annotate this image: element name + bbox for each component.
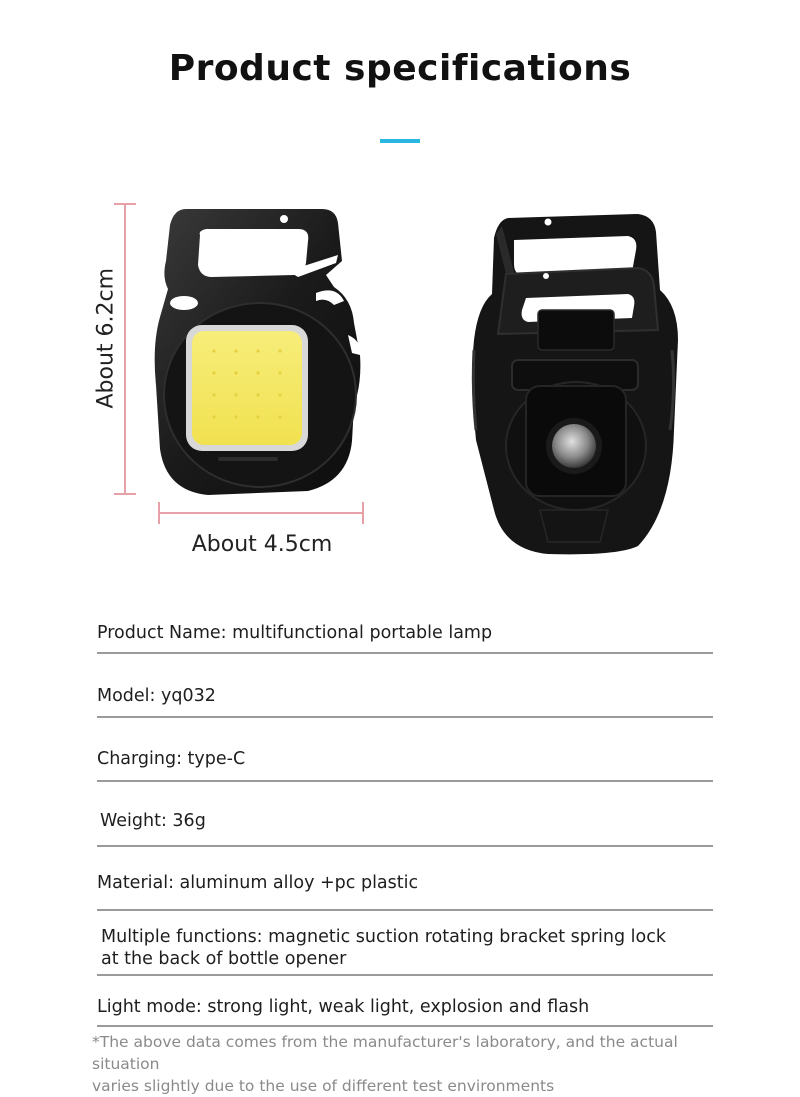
divider [97,1025,713,1027]
title-accent-bar [380,139,420,143]
spec-product-name [97,622,713,644]
page-title: Product specifications [168,48,632,89]
spec-light-mode [97,996,713,1018]
width-dimension-line [158,500,364,526]
divider [97,652,713,654]
divider [97,845,713,847]
divider [97,716,713,718]
spec-text-line-2: at the back of bottle opener [101,949,347,969]
spec-text: Light mode: strong light, weak light, explosion and flash [97,997,590,1017]
height-dimension-label: About 6.2cm [93,267,119,409]
spec-charging [97,748,713,770]
spec-weight [97,810,713,832]
width-dimension-label: About 4.5cm [191,532,333,557]
footnote-line-2: varies slightly due to the use of different test environments [92,1077,555,1095]
back-view-icon [468,210,682,558]
spec-text: Model: yq032 [97,686,216,706]
spec-text: Charging: type-C [97,749,246,769]
divider [97,780,713,782]
spec-text: Material: aluminum alloy +pc plastic [97,873,419,893]
spec-text: Weight: 36g [100,811,206,831]
footnote [92,1031,732,1097]
front-view-icon [148,205,364,497]
spec-material [97,872,713,894]
spec-text: Product Name: multifunctional portable lamp [97,623,493,643]
spec-functions [97,926,713,970]
spec-text-line-1: Multiple functions: magnetic suction rotating bracket spring lock [101,927,667,947]
divider [97,974,713,976]
footnote-line-1: *The above data comes from the manufacturer's laboratory, and the actual situation [92,1033,678,1073]
divider [97,909,713,911]
spec-model [97,685,713,707]
